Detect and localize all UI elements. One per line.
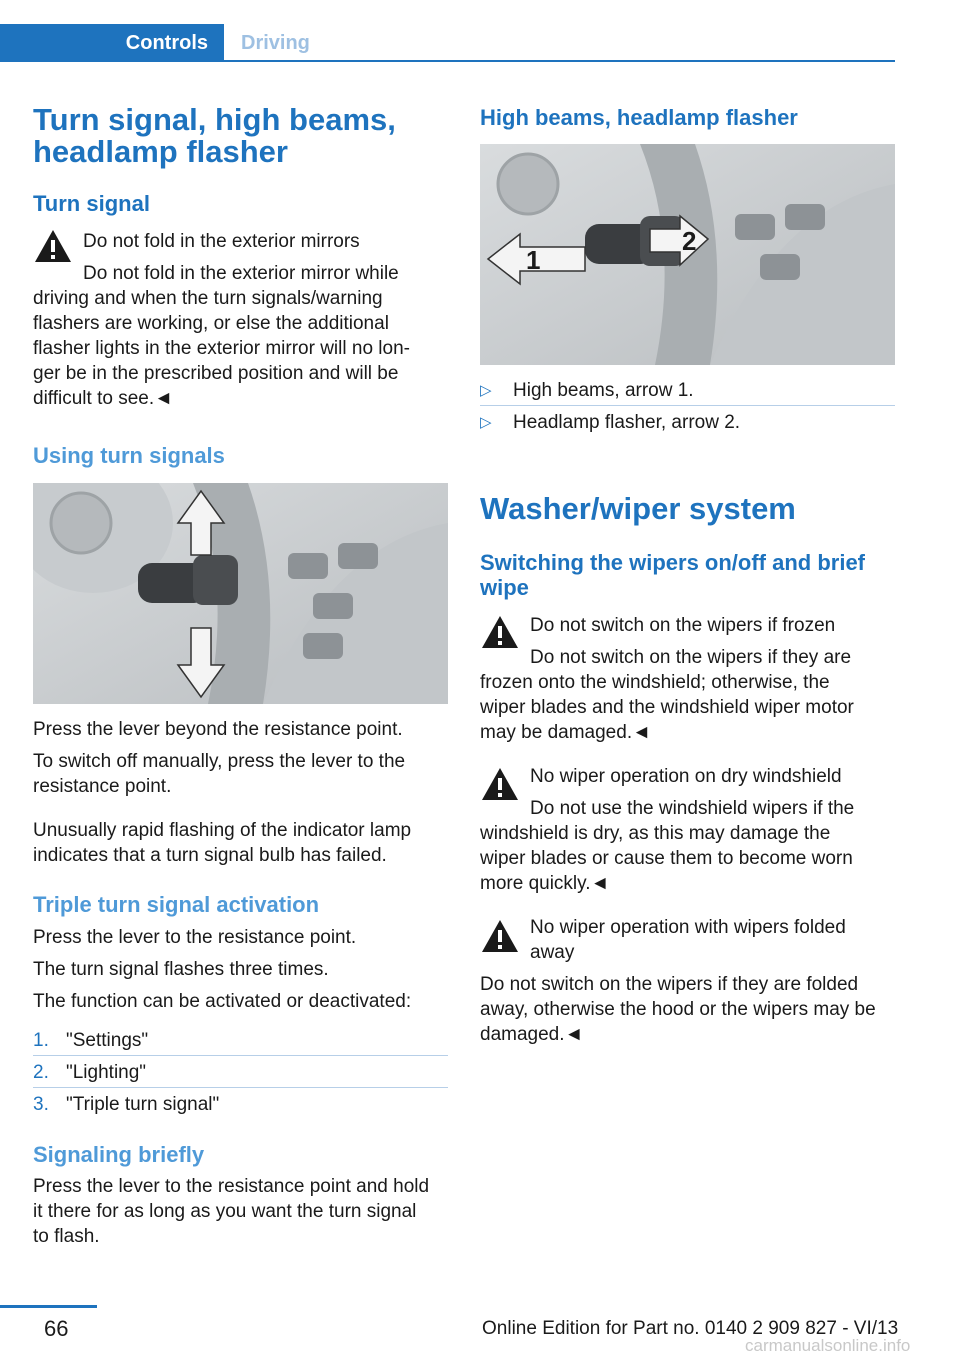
warning-text: difficult to see.◄: [33, 388, 173, 409]
warning-triangle-icon: [480, 918, 520, 954]
section-title-line2: headlamp flasher: [33, 134, 288, 169]
warning-text: damaged.◄: [480, 1024, 584, 1045]
signaling-briefly-heading: Signaling briefly: [33, 1142, 205, 1167]
warning-text: more quickly.◄: [480, 873, 610, 894]
tab-driving[interactable]: Driving: [241, 31, 310, 54]
turn-signal-lever-photo: [33, 483, 448, 704]
paragraph: resistance point.: [33, 776, 172, 797]
warning-title: Do not switch on the wipers if frozen: [530, 615, 836, 636]
warning-text: Do not switch on the wipers if they are: [530, 647, 852, 668]
divider: [33, 1087, 448, 1088]
watermark: carmanualsonline.info: [745, 1336, 911, 1355]
using-turn-signals-heading: Using turn signals: [33, 443, 225, 468]
warning-text: flashers are working, or else the additional: [33, 313, 389, 334]
warning-text: Do not fold in the exterior mirror while: [83, 263, 399, 284]
divider: [33, 1055, 448, 1056]
warning-text: Do not use the windshield wipers if the: [530, 798, 855, 819]
warning-triangle-icon: [480, 766, 520, 802]
footer-accent-line: [0, 1305, 97, 1308]
header-bar: [0, 24, 895, 62]
triple-turn-signal-heading: Triple turn signal activation: [33, 892, 320, 917]
paragraph: it there for as long as you want the turn signal: [33, 1201, 417, 1222]
paragraph: Press the lever beyond the resistance point.: [33, 719, 403, 740]
warning-text: may be damaged.◄: [480, 722, 651, 743]
warning-triangle-icon: [33, 228, 73, 264]
warning-triangle-icon: [480, 614, 520, 650]
high-beam-lever-photo: [480, 144, 895, 365]
warning-title: No wiper operation on dry windshield: [530, 766, 842, 787]
high-beams-heading: High beams, headlamp flasher: [480, 105, 798, 130]
arrow-label: 2: [682, 226, 697, 256]
warning-title: Do not fold in the exterior mirrors: [83, 231, 360, 252]
warning-text: flasher lights in the exterior mirror will no lon‐: [33, 338, 410, 359]
triangle-bullet-icon: ▷: [480, 382, 492, 399]
warning-text: Do not switch on the wipers if they are folded: [480, 974, 859, 995]
divider: [480, 405, 895, 406]
warning-text: wiper blades or cause them to become worn: [480, 848, 853, 869]
warning-text: ger be in the prescribed position and will be: [33, 363, 399, 384]
paragraph: The turn signal flashes three times.: [33, 959, 329, 980]
switching-wipers-heading: wipe: [480, 575, 529, 600]
edition-text: Online Edition for Part no. 0140 2 909 827 - VI/13: [482, 1318, 899, 1339]
paragraph: To switch off manually, press the lever to the: [33, 751, 406, 772]
paragraph: Press the lever to the resistance point.: [33, 927, 357, 948]
tab-controls[interactable]: Controls: [0, 24, 224, 62]
warning-text: frozen onto the windshield; otherwise, the: [480, 672, 830, 693]
page-number: 66: [44, 1316, 69, 1341]
paragraph: Press the lever to the resistance point and hold: [33, 1176, 430, 1197]
section-title-line1: Turn signal, high beams,: [33, 102, 396, 137]
warning-title: No wiper operation with wipers folded: [530, 917, 846, 938]
warning-text: wiper blades and the windshield wiper motor: [480, 697, 854, 718]
warning-title: away: [530, 942, 575, 963]
warning-text: driving and when the turn signals/warning: [33, 288, 383, 309]
warning-text: away, otherwise the hood or the wipers may be: [480, 999, 876, 1020]
paragraph: The function can be activated or deactivated:: [33, 991, 412, 1012]
arrow-label: 1: [526, 245, 541, 275]
paragraph: Unusually rapid flashing of the indicator lamp: [33, 820, 412, 841]
paragraph: to flash.: [33, 1226, 100, 1247]
warning-text: windshield is dry, as this may damage the: [480, 823, 831, 844]
paragraph: indicates that a turn signal bulb has failed.: [33, 845, 387, 866]
triangle-bullet-icon: ▷: [480, 414, 492, 431]
turn-signal-heading: Turn signal: [33, 191, 150, 216]
washer-wiper-title: Washer/wiper system: [480, 491, 796, 526]
switching-wipers-heading: Switching the wipers on/off and brief: [480, 550, 866, 575]
